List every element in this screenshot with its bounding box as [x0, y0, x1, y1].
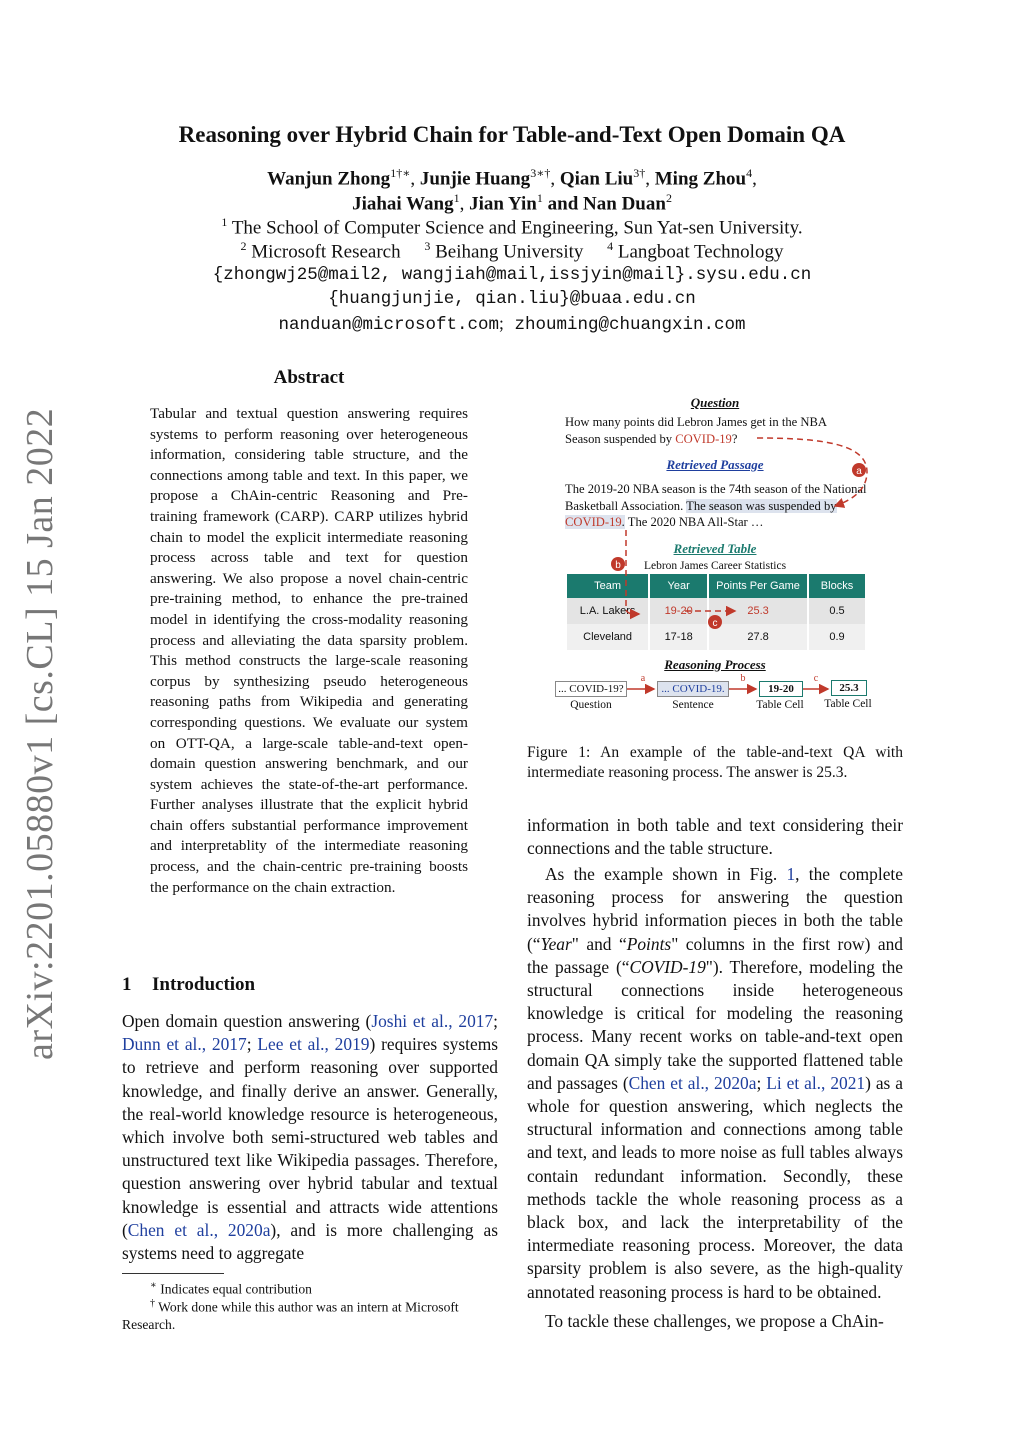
affil-sup: 1	[221, 215, 228, 229]
footnote-text: Work done while this author was an intern at Microsoft Research.	[122, 1299, 459, 1332]
email-line-3: nanduan@microsoft.com; zhouming@chuangxin.com	[278, 313, 746, 335]
table-cell-points-highlight: 25.3	[708, 598, 808, 624]
chain-node-sentence: ... COVID-19.	[657, 681, 729, 697]
text-run: Points	[626, 933, 672, 954]
intro-right-paragraph-1: information in both table and text considering their connections and the table structure.	[527, 815, 903, 859]
paper-title: Reasoning over Hybrid Chain for Table-and-Text Open Domain QA	[178, 122, 846, 147]
author-name: Wanjun Zhong	[267, 168, 391, 190]
section-heading	[122, 974, 255, 996]
text-run: COVID-19	[629, 956, 706, 977]
author-sup: 2	[665, 191, 672, 205]
citation-link[interactable]: Dunn et al., 2017	[122, 1034, 247, 1055]
section-number: 1	[122, 974, 132, 995]
author-name: Jiahai Wang	[352, 193, 454, 215]
abstract-heading: Abstract	[273, 367, 345, 388]
footnote-2	[122, 1295, 502, 1333]
text-run: The 2020 NBA All-Star …	[624, 515, 764, 529]
table-header: Year	[649, 574, 708, 598]
intro-paragraph-1	[122, 1010, 498, 1265]
section-title: Introduction	[152, 974, 256, 995]
fig-passage-heading: Retrieved Passage	[666, 457, 764, 472]
table-cell: 0.5	[808, 598, 866, 624]
fig-question-heading: Question	[690, 395, 740, 410]
arxiv-stamp	[8, 407, 68, 1070]
fig-arrows	[527, 390, 903, 720]
footnote-text: Indicates equal contribution	[160, 1281, 312, 1297]
table-header: Team	[567, 574, 649, 598]
author-name: Jian Yin	[469, 193, 537, 215]
text-run: ;	[246, 1034, 258, 1055]
table-cell: L.A. Lakers	[567, 598, 649, 624]
affil-text: Langboat Technology	[617, 241, 784, 263]
citation-link[interactable]: Chen et al., 2020a	[628, 1072, 757, 1093]
affil-sup: 4	[607, 239, 614, 253]
affiliation-1	[0, 215, 1024, 239]
chain-node-year: 19-20	[759, 681, 803, 697]
chain-label: Question	[570, 699, 612, 711]
text-run: As the example shown in Fig.	[545, 864, 787, 884]
text-run: ?	[731, 431, 738, 446]
chain-node-question: ... COVID-19?	[555, 681, 627, 697]
citation-link[interactable]: Lee et al., 2019	[257, 1034, 370, 1055]
affil-text: Beihang University	[435, 241, 584, 263]
edge-label: c	[813, 673, 819, 684]
email-line-1: {zhongwj25@mail2, wangjiah@mail,issjyin@mail}.sysu.edu.cn	[212, 265, 812, 285]
authors-line-1: Wanjun Zhong$^{1\dagger∗}$, Junjie Huang$^{3∗\dagger}$, Qian Liu$^{3\dagger}$, Ming Zhou$^4$,	[267, 166, 757, 190]
table-header: Points Per Game	[708, 574, 808, 598]
covid-term: COVID-19	[675, 431, 732, 446]
chain-label: Table Cell	[756, 699, 804, 711]
author-sup: 1†∗	[390, 166, 411, 180]
intro-paragraph-2	[527, 863, 903, 1304]
affil-sup: 3	[424, 239, 431, 253]
text-run: The season was suspended by	[686, 498, 837, 513]
affil-text: Microsoft Research	[251, 241, 401, 263]
badge-b-letter: b	[615, 560, 621, 571]
email: zhouming@chuangxin.com	[514, 315, 746, 335]
text-run: ), and is more challenging as systems need to aggregate	[122, 1219, 498, 1264]
chain-label: Table Cell	[824, 698, 872, 710]
author-sup: 3∗†	[530, 166, 551, 180]
figure-ref-link[interactable]: 1	[786, 864, 796, 884]
badge-c-letter: c	[712, 618, 718, 629]
arrow-a	[757, 438, 867, 506]
text-run: , the complete reasoning process for answering the question involves hybrid information pieces in both the table (“	[527, 864, 903, 954]
author-and: and	[547, 193, 579, 215]
author-sup: 3†	[633, 166, 646, 180]
fig-process-heading: Reasoning Process	[664, 657, 766, 672]
edge-label: a	[640, 673, 646, 684]
abstract-text: Tabular and textual question answering requires systems to perform reasoning over heterogeneous information, considering table structure, and the connections among table and text. In this paper, we propose a ChAin-centric Reasoning and Pre-training framework (CARP). CARP utilizes hybrid chain to model the explicit intermediate reasoning process across table and text for question answering. We also propose a novel chain-centric pre-training method, to enhance the pre-trained model in identifying the cross-modality reasoning process and alleviating the data sparsity problem. This method constructs the large-scale reasoning corpus by synthesizing pseudo heterogeneous reasoning paths from Wikipedia and generating corresponding questions. We evaluate our system on OTT-QA, a large-scale table-and-text open-domain question answering benchmark, and our system achieves the state-of-the-art performance. Further analyses illustrate that the explicit hybrid chain offers substantial performance improvement and interpretablity of the intermediate reasoning process, and the chain-centric pre-training boosts the performance on the chain extraction.	[150, 405, 468, 896]
chain-label: Sentence	[672, 699, 714, 711]
text-run: ;	[756, 1072, 767, 1093]
table-cell: Cleveland	[567, 624, 649, 650]
authors-line-2: Jiahai Wang$^1$, Jian Yin$^1$ and Nan Duan$^2$	[352, 191, 672, 215]
text-run: .	[621, 515, 625, 529]
figure-caption: Figure 1: An example of the table-and-text QA with intermediate reasoning process. The answer is 25.3.	[527, 744, 903, 782]
text-run: ) requires systems to retrieve and perform reasoning over supported knowledge, and finally derive an answer. Generally, the real-world knowledge resource is heterogeneous, which involve both semi-structured web tables and unstructured text like Wikipedia passages. Therefore, question answering over hybrid tabular and textual knowledge is essential and attracts wide attentions (	[122, 1034, 498, 1240]
author-name: Ming Zhou	[654, 168, 747, 190]
citation-link[interactable]: Joshi et al., 2017	[371, 1011, 494, 1031]
edge-label: b	[740, 673, 746, 684]
text-run: " columns in the first row) and the passage (“	[527, 933, 903, 977]
email: nanduan@microsoft.com	[278, 315, 500, 335]
author-sup: 1	[536, 191, 543, 205]
text-run: " and “	[571, 933, 627, 954]
fig-table-caption: Lebron James Career Statistics	[643, 560, 787, 572]
table-cell: 0.9	[808, 624, 866, 650]
badge-a-letter: a	[856, 466, 862, 477]
text-run: Year	[540, 933, 572, 954]
figure-1	[527, 390, 903, 720]
text-run: How many points did Lebron James get in the NBA Season suspended by	[565, 415, 827, 446]
author-name: Junjie Huang	[419, 168, 531, 190]
text-run: "). Therefore, modeling the structural connections inside heterogeneous knowledge is critical for modeling the reasoning process. Many recent works on table-and-text open domain QA simply take the supported flattened table and passages (	[527, 956, 903, 1093]
table-cell: 17-18	[649, 624, 708, 650]
footnote-rule	[122, 1273, 224, 1274]
text-run: ;	[493, 1011, 498, 1031]
table-cell: 27.8	[708, 624, 808, 650]
author-sup: 1	[453, 191, 460, 205]
table-header: Blocks	[808, 574, 866, 598]
covid-term: COVID-19	[565, 515, 622, 529]
footnote-mark: †	[150, 1298, 155, 1309]
footnote-mark: ∗	[150, 1280, 157, 1291]
affil-text: The School of Computer Science and Engineering, Sun Yat-sen University.	[231, 217, 803, 239]
email-line-2: {huangjunjie, qian.liu}@buaa.edu.cn	[328, 289, 696, 309]
author-name: Qian Liu	[559, 168, 634, 190]
table-cell-year-highlight: 19-20	[649, 598, 708, 624]
intro-paragraph-3: To tackle these challenges, we propose a ChAin-	[545, 1311, 884, 1331]
affiliation-2	[0, 239, 1024, 263]
author-name: Nan Duan	[583, 193, 666, 215]
text-run: The 2019-20 NBA season is the 74th season of the National Basketball Association.	[565, 482, 867, 513]
citation-link[interactable]: Li et al., 2021	[766, 1072, 866, 1093]
text-run: Open domain question answering (	[122, 1011, 372, 1031]
text-run: ) as a whole for question answering, which neglects the structural information and connections among table and text, and leads to more noise as full tables always contain redundant information. Secondly, these methods tackle the whole reasoning process as a black box, and lack the interpretability of the intermediate reasoning process. Moreover, the data sparsity problem is also severe, as the high-quality annotated reasoning process is hard to be obtained.	[527, 1072, 903, 1302]
citation-link[interactable]: Chen et al., 2020a	[127, 1219, 271, 1240]
arrow-b	[626, 530, 639, 614]
arxiv-id: arXiv:2201.05880v1 [cs.CL] 15 Jan 2022	[19, 407, 61, 1060]
fig-table-heading: Retrieved Table	[673, 541, 757, 556]
author-sup: 4	[746, 166, 753, 180]
chain-node-points: 25.3	[831, 680, 867, 696]
affil-sup: 2	[240, 239, 247, 253]
